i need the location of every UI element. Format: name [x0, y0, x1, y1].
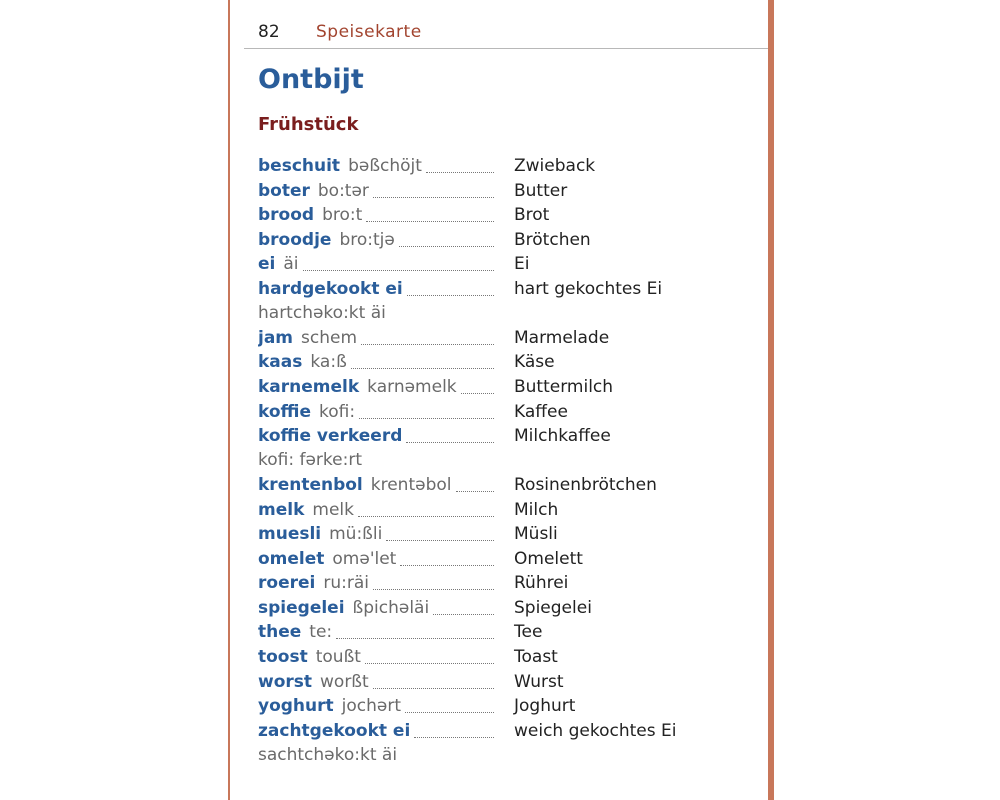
- pronunciation: ka:ß: [310, 352, 347, 373]
- dutch-word: spiegelei: [258, 597, 345, 618]
- dotted-leader: [336, 620, 494, 639]
- german-translation: weich gekochtes Ei: [514, 720, 677, 741]
- german-translation: hart gekochtes Ei: [514, 278, 663, 299]
- dotted-leader: [414, 719, 494, 738]
- dotted-leader: [366, 203, 494, 222]
- dutch-word: broodje: [258, 229, 332, 250]
- dutch-word: roerei: [258, 573, 316, 594]
- dutch-word: worst: [258, 671, 313, 692]
- dutch-term: [258, 350, 494, 374]
- dotted-leader: [456, 473, 495, 492]
- pronunciation: hartchəko:kt äi: [258, 302, 386, 323]
- pronunciation: omə'let: [332, 548, 397, 569]
- vocabulary-entry: [258, 375, 758, 399]
- dutch-word: toost: [258, 647, 308, 667]
- german-translation: Tee: [514, 622, 543, 643]
- pronunciation: mü:ßli: [329, 524, 383, 545]
- dutch-word: koffie verkeerd: [258, 426, 403, 447]
- pronunciation: äi: [283, 254, 299, 275]
- dictionary-page: [228, 0, 774, 800]
- pronunciation: kofi:: [319, 401, 356, 422]
- vocabulary-entry: [258, 571, 758, 595]
- dutch-term: [258, 522, 494, 546]
- dutch-word: omelet: [258, 548, 325, 569]
- vocabulary-entry: [258, 350, 758, 374]
- pronunciation: ßpichəläi: [352, 597, 430, 618]
- vocabulary-entry: [258, 203, 758, 227]
- vocabulary-entry: [258, 547, 758, 571]
- dutch-word: karnemelk: [258, 376, 360, 397]
- dutch-term: [258, 571, 494, 595]
- german-translation: Milchkaffee: [514, 426, 611, 447]
- vocabulary-entry: [258, 645, 758, 669]
- dotted-leader: [373, 670, 494, 689]
- dotted-leader: [359, 400, 494, 419]
- vocabulary-entry: [258, 694, 758, 718]
- german-translation: Milch: [514, 499, 559, 520]
- dutch-term: [258, 547, 494, 571]
- dotted-leader: [406, 424, 494, 443]
- dutch-word: kaas: [258, 352, 303, 373]
- german-translation: Brötchen: [514, 229, 591, 250]
- german-translation: Brot: [514, 205, 550, 226]
- dutch-word: hardgekookt ei: [258, 278, 403, 299]
- german-translation: Spiegelei: [514, 597, 592, 618]
- german-translation: Buttermilch: [514, 376, 614, 397]
- pronunciation: bəßchöjt: [348, 156, 422, 176]
- vocabulary-entry: [258, 473, 758, 497]
- dotted-leader: [407, 277, 494, 296]
- german-translation: Butter: [514, 180, 568, 201]
- dutch-word: yoghurt: [258, 696, 334, 717]
- pronunciation: jochərt: [341, 696, 402, 717]
- german-translation: Zwieback: [514, 156, 596, 176]
- dutch-word: boter: [258, 180, 310, 201]
- pronunciation: bo:tər: [317, 180, 369, 201]
- dotted-leader: [433, 596, 494, 615]
- vocabulary-entry: [258, 252, 758, 276]
- vocabulary-entry: [258, 620, 758, 644]
- dutch-word: ei: [258, 254, 276, 275]
- dutch-term: [258, 498, 494, 522]
- pronunciation: te:: [309, 622, 333, 643]
- vocabulary-entry: [258, 719, 758, 765]
- german-translation: Müsli: [514, 524, 558, 545]
- dotted-leader: [426, 154, 494, 173]
- dutch-term: [258, 179, 494, 203]
- pronunciation: melk: [312, 499, 354, 520]
- dotted-leader: [399, 228, 494, 247]
- pronunciation: ru:räi: [323, 573, 369, 594]
- page-header: [244, 20, 768, 49]
- dutch-term: [258, 424, 494, 448]
- vocabulary-entry: [258, 326, 758, 350]
- page-title: Ontbijt: [258, 64, 364, 95]
- dutch-term: [258, 645, 494, 669]
- pronunciation: worßt: [320, 671, 369, 692]
- dutch-word: thee: [258, 622, 302, 643]
- pronunciation: bro:t: [322, 205, 363, 226]
- dutch-term: [258, 326, 494, 350]
- dotted-leader: [461, 375, 494, 394]
- dotted-leader: [405, 694, 494, 713]
- dutch-term: [258, 277, 494, 301]
- vocabulary-entry: [258, 522, 758, 546]
- dutch-term: [258, 203, 494, 227]
- dutch-word: beschuit: [258, 156, 341, 176]
- vocabulary-entry: [258, 498, 758, 522]
- vocabulary-entry: [258, 596, 758, 620]
- dotted-leader: [400, 547, 494, 566]
- dutch-word: melk: [258, 499, 305, 520]
- page-subtitle: Frühstück: [258, 114, 359, 135]
- dotted-leader: [358, 498, 494, 517]
- dotted-leader: [386, 522, 494, 541]
- german-translation: Marmelade: [514, 327, 610, 348]
- dutch-term: [258, 375, 494, 399]
- dotted-leader: [303, 252, 495, 271]
- dotted-leader: [351, 350, 494, 369]
- dutch-term: [258, 400, 494, 424]
- german-translation: Toast: [514, 647, 558, 667]
- german-translation: Käse: [514, 352, 555, 373]
- german-translation: Wurst: [514, 671, 564, 692]
- dutch-term: [258, 228, 494, 252]
- dutch-word: krentenbol: [258, 475, 363, 496]
- dotted-leader: [373, 571, 494, 590]
- vocabulary-entry: [258, 228, 758, 252]
- german-translation: Rührei: [514, 573, 569, 594]
- dutch-word: zachtgekookt ei: [258, 720, 411, 741]
- german-translation: Rosinenbrötchen: [514, 475, 657, 496]
- section-name: Speisekarte: [316, 22, 422, 42]
- dutch-term: [258, 694, 494, 718]
- german-translation: Joghurt: [514, 696, 576, 717]
- dutch-word: muesli: [258, 524, 322, 545]
- vocabulary-entry: [258, 277, 758, 323]
- german-translation: Omelett: [514, 548, 583, 569]
- vocabulary-entry: [258, 154, 758, 178]
- vocabulary-entry: [258, 670, 758, 694]
- vocabulary-entry: [258, 400, 758, 424]
- vocabulary-entry: [258, 424, 758, 471]
- pronunciation: krentəbol: [370, 475, 452, 496]
- dutch-word: brood: [258, 205, 315, 226]
- dutch-term: [258, 252, 494, 276]
- dutch-term: [258, 670, 494, 694]
- german-translation: Kaffee: [514, 401, 568, 422]
- dutch-word: koffie: [258, 401, 312, 422]
- dotted-leader: [365, 645, 494, 664]
- dutch-word: jam: [258, 327, 294, 348]
- dutch-term: [258, 473, 494, 497]
- dutch-term: [258, 154, 494, 178]
- pronunciation: schem: [301, 327, 358, 348]
- vocabulary-entry: [258, 179, 758, 203]
- dutch-term: [258, 620, 494, 644]
- dutch-term: [258, 596, 494, 620]
- pronunciation: karnəmelk: [367, 376, 457, 397]
- pronunciation: bro:tjə: [339, 229, 395, 250]
- dotted-leader: [361, 326, 494, 345]
- german-translation: Ei: [514, 254, 530, 275]
- dutch-term: [258, 719, 494, 743]
- pronunciation: kofi: fərke:rt: [258, 450, 362, 471]
- pronunciation: sachtchəko:kt äi: [258, 744, 398, 765]
- pronunciation: toußt: [315, 647, 361, 667]
- page-number: 82: [258, 22, 280, 42]
- dotted-leader: [373, 179, 494, 198]
